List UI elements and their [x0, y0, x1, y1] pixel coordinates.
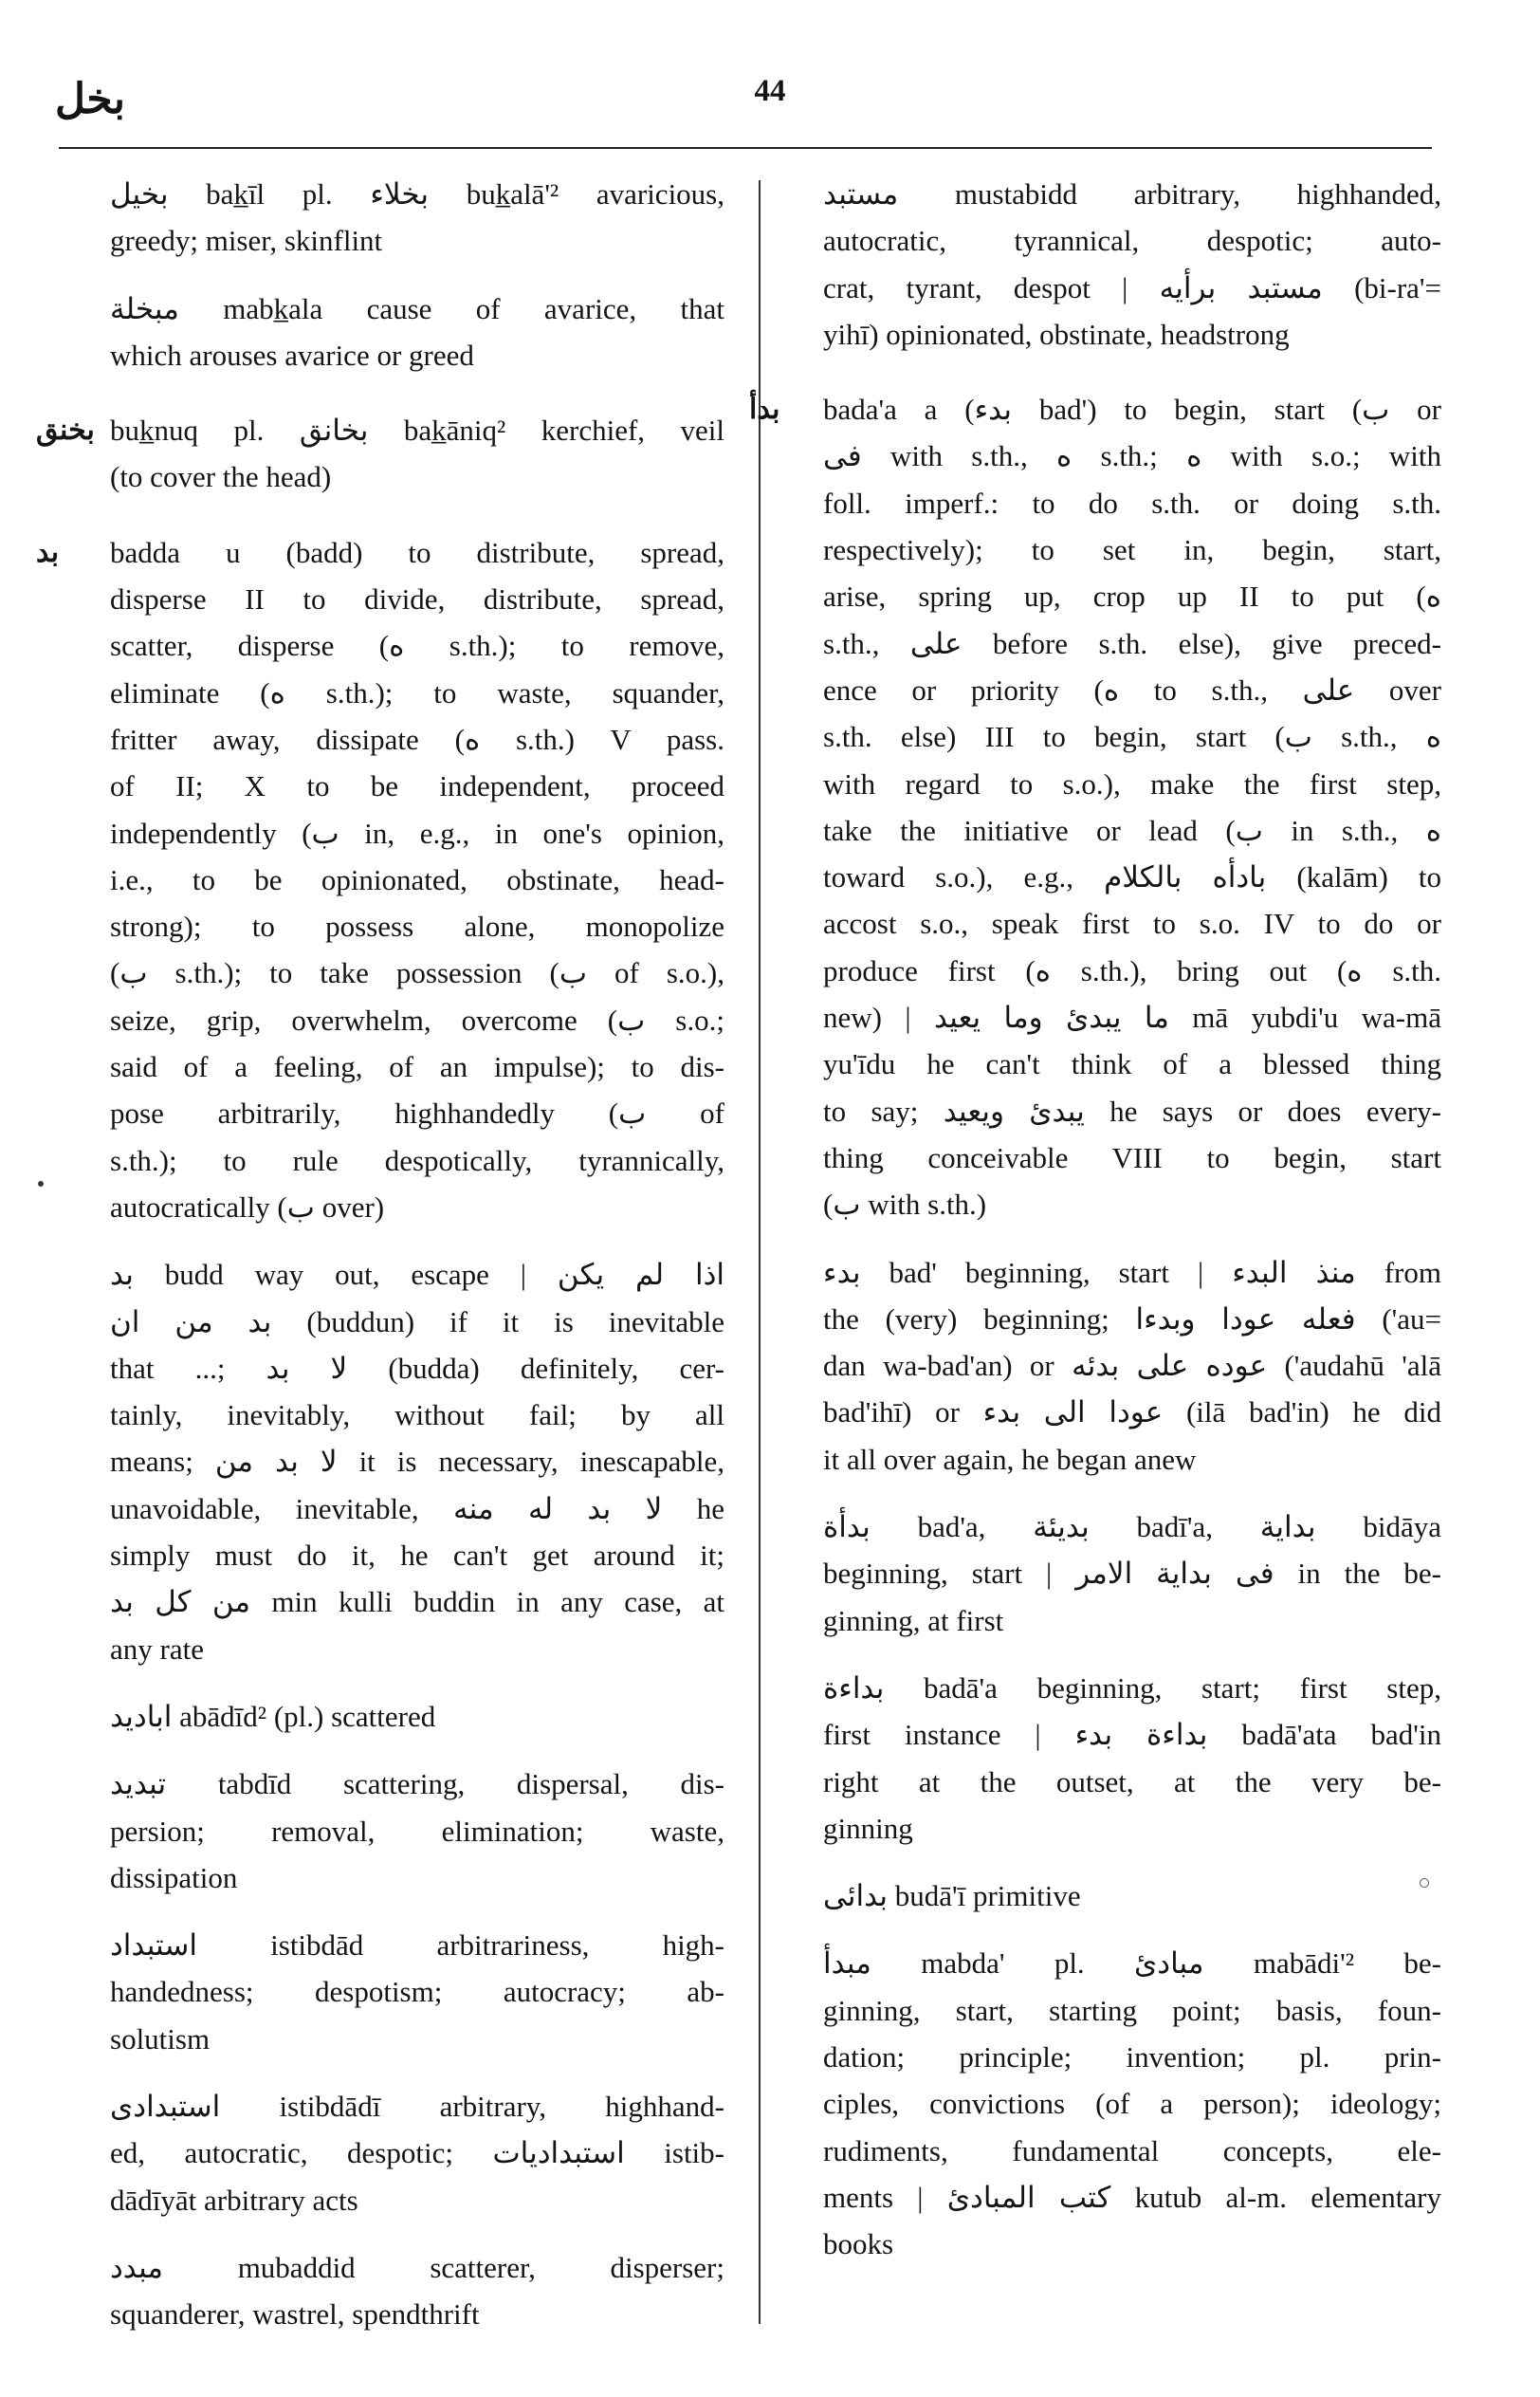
entry-line: of II; X to be independent, proceed: [110, 769, 724, 803]
dictionary-entry: [110, 1922, 724, 2062]
entry-line: مبدأ mabda' pl. مبادئ mabādi'² be-: [823, 1946, 1441, 1981]
dictionary-entry: [823, 1872, 1441, 1919]
root-word: بدأ: [749, 394, 780, 426]
entry-line: take the initiative or lead (ب in s.th., ه: [823, 813, 1441, 847]
entry-line: eliminate (ه s.th.); to waste, squander,: [110, 675, 724, 710]
entry-line: it all over again, he began anew: [823, 1442, 1197, 1476]
dictionary-entry: [36, 407, 724, 501]
entry-line: which arouses avarice or greed: [110, 338, 474, 372]
entry-line: means; لا بد من it is necessary, inescapable,: [110, 1445, 724, 1479]
dictionary-entry: [110, 1693, 724, 1740]
entry-line: bada'a a (بدء bad') to begin, start (ب or: [823, 393, 1441, 427]
entry-line: the (very) beginning; فعله عودا وبدءا ('au=: [823, 1301, 1441, 1336]
root-word: بد: [36, 536, 60, 568]
entry-line: dan wa-bad'an) or عوده على بدئه ('audahū 'alā: [823, 1349, 1441, 1383]
entry-line: بدائى budā'ī primitive: [823, 1879, 1081, 1913]
entry-line: تبديد tabdīd scattering, dispersal, dis-: [110, 1767, 724, 1801]
entry-line: dissipation: [110, 1860, 238, 1894]
entry-line: squanderer, wastrel, spendthrift: [110, 2297, 480, 2332]
entry-line: bad'ihī) or عودا الى بدء (ilā bad'in) he did: [823, 1395, 1441, 1429]
entry-line: thing conceivable VIII to begin, start: [823, 1140, 1441, 1174]
entry-line: right at the outset, at the very be-: [823, 1764, 1441, 1798]
entry-line: بداءة badā'a beginning, start; first step,: [823, 1670, 1441, 1705]
entry-line: rudiments, fundamental concepts, ele-: [823, 2133, 1441, 2167]
dictionary-entry: [823, 1665, 1441, 1852]
entry-line: s.th., على before s.th. else), give preced-: [823, 626, 1441, 660]
entry-line: tainly, inevitably, without fail; by all: [110, 1398, 724, 1432]
dictionary-entry: [823, 171, 1441, 358]
running-headword: بخل: [55, 76, 125, 122]
entry-line: books: [823, 2227, 894, 2261]
entry-line: badda u (badd) to distribute, spread,: [110, 535, 724, 569]
entry-line: s.th. else) III to begin, start (ب s.th., ه: [823, 720, 1441, 754]
entry-line: any rate: [110, 1632, 204, 1666]
entry-line: ginning, start, starting point; basis, foun-: [823, 1993, 1441, 2027]
entry-line: simply must do it, he can't get around it;: [110, 1539, 724, 1573]
entry-line: dādīyāt arbitrary acts: [110, 2183, 358, 2217]
entry-line: pose arbitrarily, highhandedly (ب of: [110, 1097, 724, 1131]
left-column: [36, 171, 725, 2358]
dictionary-entry: [110, 171, 724, 265]
entry-line: crat, tyrant, despot | مستبد برأيه (bi-ra'=: [823, 270, 1441, 304]
entry-line: autocratically (ب over): [110, 1189, 385, 1224]
page-number: 44: [754, 74, 786, 108]
entry-line: independently (ب in, e.g., in one's opinion,: [110, 816, 724, 850]
entry-line: said of a feeling, of an impulse); to dis-: [110, 1050, 724, 1084]
entry-line: ginning: [823, 1811, 913, 1845]
entry-line: s.th.); to rule despotically, tyrannically,: [110, 1143, 724, 1177]
entry-line: استبداد istibdād arbitrariness, high-: [110, 1928, 724, 1963]
entry-line: فى with s.th., ه s.th.; ه with s.o.; with: [823, 439, 1441, 473]
entry-line: (ب s.th.); to take possession (ب of s.o.),: [110, 956, 724, 990]
entry-line: persion; removal, elimination; waste,: [110, 1814, 724, 1848]
entry-line: yu'īdu he can't think of a blessed thing: [823, 1047, 1441, 1081]
entry-line: dation; principle; invention; pl. prin-: [823, 2039, 1441, 2074]
entry-line: seize, grip, overwhelm, overcome (ب s.o.;: [110, 1003, 724, 1037]
entry-line: ciples, convictions (of a person); ideology;: [823, 2087, 1441, 2121]
entry-line: (ب with s.th.): [823, 1188, 987, 1222]
entry-line: اباديد abādīd² (pl.) scattered: [110, 1699, 436, 1733]
dictionary-entry: [110, 1761, 724, 1901]
margin-dot: [38, 1181, 44, 1187]
entry-line: buk̲nuq pl. بخانق bak̲āniq² kerchief, veil: [110, 414, 724, 448]
entry-line: toward s.o.), e.g., بادأه بالكلام (kalām) to: [823, 860, 1441, 894]
entry-line: ments | كتب المبادئ kutub al-m. elementary: [823, 2180, 1442, 2214]
entry-line: new) | ما يبدئ وما يعيد mā yubdi'u wa-mā: [823, 1001, 1441, 1035]
entry-line: to say; يبدئ ويعيد he says or does every-: [823, 1094, 1441, 1128]
entry-line: من كل بد min kulli buddin in any case, at: [110, 1585, 725, 1619]
dictionary-entry: [110, 2244, 724, 2338]
dictionary-entry: [823, 1940, 1441, 2267]
entry-line: handedness; despotism; autocracy; ab-: [110, 1975, 724, 2009]
right-column: [749, 171, 1442, 2288]
dictionary-entry: [36, 529, 724, 1230]
entry-line: that ...; لا بد (budda) definitely, cer-: [110, 1351, 724, 1385]
entry-line: autocratic, tyrannical, despotic; auto-: [823, 224, 1441, 258]
entry-line: scatter, disperse (ه s.th.); to remove,: [110, 629, 724, 663]
entry-line: produce first (ه s.th.), bring out (ه s.th.: [823, 953, 1441, 987]
entry-line: with regard to s.o.), make the first step,: [823, 766, 1441, 801]
entry-line: foll. imperf.: to do s.th. or doing s.th.: [823, 486, 1441, 520]
entry-line: strong); to possess alone, monopolize: [110, 910, 724, 944]
root-word: بخنق: [36, 415, 95, 447]
entry-line: بخيل bak̲īl pl. بخلاء buk̲alā'² avaricious,: [110, 177, 724, 211]
entry-line: مستبد mustabidd arbitrary, highhanded,: [823, 177, 1441, 211]
entry-line: ginning, at first: [823, 1603, 1004, 1637]
entry-line: beginning, start | فى بداية الامر in the be-: [823, 1557, 1441, 1591]
entry-line: accost s.o., speak first to s.o. IV to do or: [823, 907, 1441, 941]
entry-line: استبدادى istibdādī arbitrary, highhand-: [110, 2089, 724, 2123]
entry-line: yihī) opinionated, obstinate, headstrong: [823, 317, 1290, 351]
dictionary-entry: [823, 1249, 1441, 1483]
entry-line: (to cover the head): [110, 460, 332, 494]
entry-line: fritter away, dissipate (ه s.th.) V pass.: [110, 722, 724, 756]
header-rule: [59, 147, 1432, 149]
entry-line: first instance | بداءة بدء badā'ata bad'in: [823, 1718, 1441, 1752]
entry-line: unavoidable, inevitable, لا بد له منه he: [110, 1491, 724, 1525]
entry-line: arise, spring up, crop up II to put (ه: [823, 580, 1441, 614]
entry-line: مبخلة mabk̲ala cause of avarice, that: [110, 291, 724, 325]
entry-line: i.e., to be opinionated, obstinate, head-: [110, 862, 724, 896]
dictionary-entry: [110, 2083, 724, 2223]
column-divider: [759, 180, 761, 2324]
entry-line: ence or priority (ه to s.th., على over: [823, 673, 1441, 707]
entry-line: disperse II to divide, distribute, spread,: [110, 582, 724, 617]
entry-line: بدأة bad'a, بديئة badī'a, بداية bidāya: [823, 1510, 1441, 1544]
entry-line: solutism: [110, 2021, 211, 2056]
entry-line: مبدد mubaddid scatterer, disperser;: [110, 2250, 724, 2284]
entry-line: greedy; miser, skinflint: [110, 224, 383, 258]
dictionary-entry: [110, 1251, 724, 1672]
dictionary-entry: [749, 386, 1441, 1227]
entry-line: بد من ان (buddun) if it is inevitable: [110, 1304, 725, 1338]
entry-line: بد budd way out, escape | اذا لم يكن: [110, 1258, 724, 1292]
entry-line: بدء bad' beginning, start | منذ البدء from: [823, 1255, 1441, 1289]
entry-line: respectively); to set in, begin, start,: [823, 533, 1441, 567]
dictionary-entry: [823, 1503, 1441, 1644]
dictionary-entry: [110, 286, 724, 379]
entry-line: ed, autocratic, despotic; استبداديات istib-: [110, 2136, 724, 2170]
